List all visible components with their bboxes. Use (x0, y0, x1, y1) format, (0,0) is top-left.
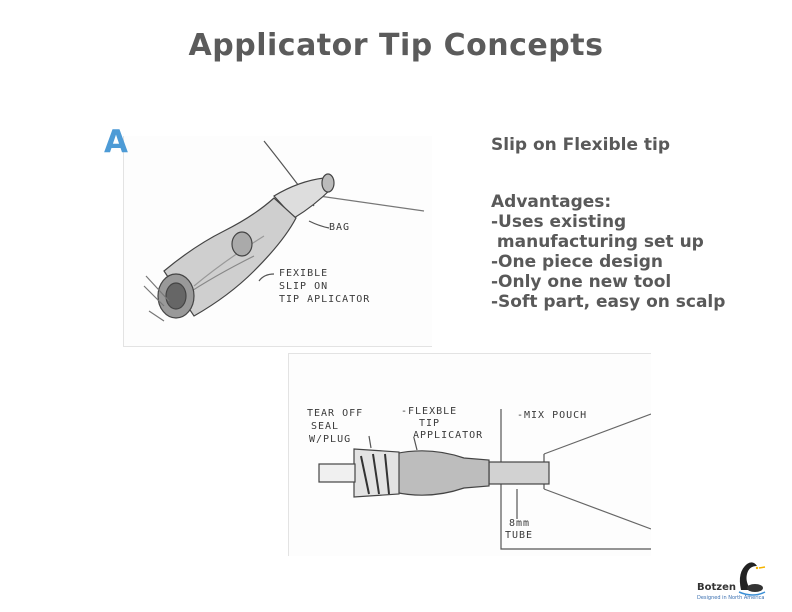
advantage-item: manufacturing set up (491, 232, 704, 252)
label-tear-off-2: SEAL (311, 421, 340, 432)
concept-heading: Slip on Flexible tip (491, 135, 671, 155)
advantage-item: -Uses existing (491, 212, 627, 232)
logo-tagline: Designed in North America (697, 595, 765, 601)
advantage-item: -One piece design (491, 252, 664, 272)
concept-letter: A (104, 124, 128, 160)
advantages-list (491, 192, 725, 312)
label-mix-pouch: -MIX POUCH (517, 410, 588, 421)
sketch-applicator-assembly (288, 353, 651, 556)
label-flexible-tip-2: TIP (419, 418, 441, 429)
label-flexible-tip-1: -FLEXBLE (401, 406, 458, 417)
advantage-item: -Only one new tool (491, 272, 672, 292)
advantages-header: Advantages: (491, 192, 612, 212)
label-tube-2: TUBE (505, 530, 534, 541)
label-flexible-tip-3: APPLICATOR (413, 430, 484, 441)
label-tear-off-3: W/PLUG (309, 434, 352, 445)
label-flexible-1: FEXIBLE (279, 268, 329, 279)
label-tube-1: 8mm (509, 518, 531, 529)
logo-name: Botzen (697, 582, 736, 593)
advantage-item: -Soft part, easy on scalp (491, 292, 726, 312)
label-flexible-3: TIP APLICATOR (279, 294, 371, 305)
sketch-slip-on-tip (123, 136, 432, 347)
sketch-slip-on-tip-drawing (124, 136, 432, 346)
label-flexible-2: SLIP ON (279, 281, 329, 292)
page-title: Applicator Tip Concepts (188, 28, 604, 63)
botzen-logo (697, 560, 767, 604)
label-bag: BAG (329, 222, 351, 233)
sketch-applicator-drawing (289, 354, 651, 556)
label-tear-off-1: TEAR OFF (307, 408, 364, 419)
